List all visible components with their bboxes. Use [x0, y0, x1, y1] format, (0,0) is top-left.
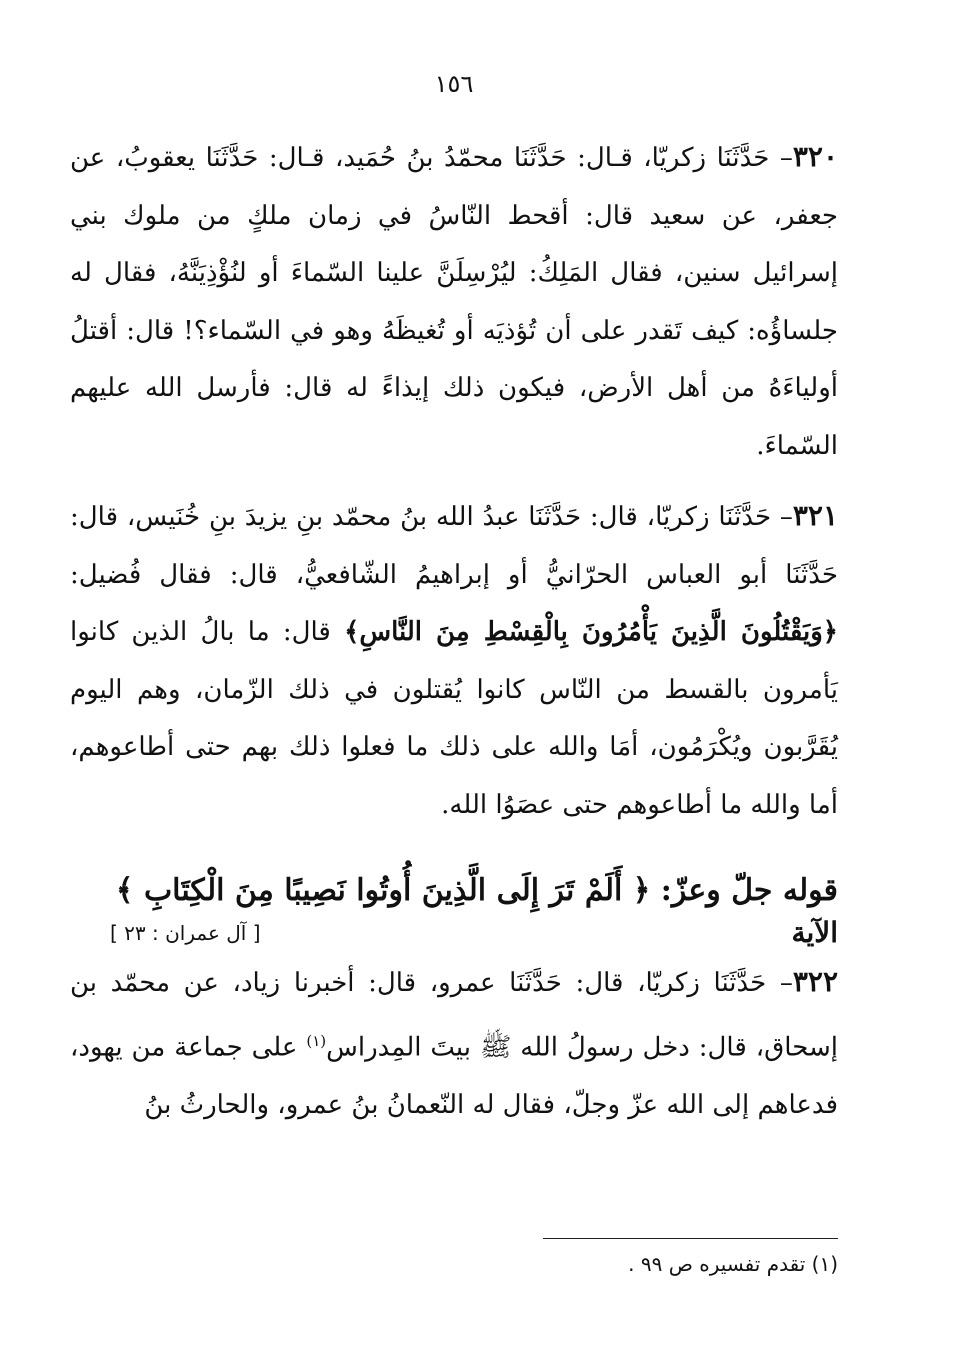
- hadith-text: – حَدَّثَنَا زكريّا، قال: حَدَّثَنَا عبدُ الله بنُ محمّد بنِ يزيدَ بنِ خُنَيس، قال: حَدَّثَنَا أبو العباس الحرّانيُّ أو إبراهيمُ الشّافعيُّ، قال: فقال فُضيل:: [70, 502, 838, 590]
- heading-aya: الآية: [791, 916, 838, 949]
- hadith-number: ٣٢٠: [792, 140, 838, 173]
- heading-verse: ﴿ أَلَمْ تَرَ إِلَى الَّذِينَ أُوتُوا نَصِيبًا مِنَ الْكِتَابِ ﴾: [115, 873, 651, 908]
- quran-verse: ﴿وَيَقْتُلُونَ الَّذِينَ يَأْمُرُونَ بِالْقِسْطِ مِنَ النَّاسِ﴾: [344, 617, 839, 647]
- heading-prefix: قوله جلّ وعزّ:: [650, 873, 838, 908]
- hadith-text: على جماعة من يهود، فدعاهم إلى الله عزّ وجلّ، فقال له النّعمانُ بنُ عمرو، والحارثُ بنُ: [70, 1032, 838, 1120]
- hadith-number: ٣٢٢: [792, 965, 838, 998]
- hadith-text: – حَدَّثَنَا زكريّا، قـال: حَدَّثَنَا محمّدُ بنُ حُمَيد، قـال: حَدَّثَنَا يعقوبُ، عن جعفر، عن سعيد قال: أقحط النّاسُ في زمان ملكٍ من ملوك بني إسرائيل سنين، فقال المَلِكُ: ليُرْسِلَنَّ علينا السّماءَ أو لنُؤْذِيَنَّهُ، فقال له جلساؤُه: كيف تَقدر على أن تُؤذيَه أو تُغيظَهُ وهو في السّماء؟! قال: أقتلُ أولياءَهُ من أهل الأرض، فيكون ذلك إيذاءً له قال: فأرسل الله عليهم السّماءَ.: [70, 143, 838, 461]
- section-heading: [70, 860, 838, 922]
- page-number: ١٥٦: [434, 70, 474, 98]
- hadith-320: [70, 128, 838, 475]
- footnote-mark: (١): [306, 1031, 327, 1050]
- hadith-text: قال: ما بالُ الذين كانوا يَأمرون بالقسط من النّاس كانوا يُقتلون في ذلك الزّمان، وهم اليوم يُقَرَّبون ويُكْرَمُون، أمَا والله على ذلك ما فعلوا ذلك بهم حتى أطاعوهم، أما والله ما أطاعوهم حتى عصَوُا الله.: [70, 617, 838, 820]
- hadith-321: [70, 487, 838, 834]
- page-body: [70, 70, 838, 1134]
- hadith-322: [70, 953, 838, 1134]
- hadith-text: – حَدَّثَنَا زكريّا، قال: حَدَّثَنَا عمرو، قال: أخبرنا زياد، عن محمّد بن إسحاق، قال: دخل رسولُ الله ﷺ بيتَ المِدراس: [70, 968, 838, 1063]
- footnote-separator: [543, 1238, 838, 1239]
- hadith-number: ٣٢١: [792, 499, 838, 532]
- verse-reference: [ آل عمران : ٢٣ ]: [110, 920, 261, 945]
- footnote: (١) تقدم تفسيره ص ٩٩ .: [628, 1252, 838, 1276]
